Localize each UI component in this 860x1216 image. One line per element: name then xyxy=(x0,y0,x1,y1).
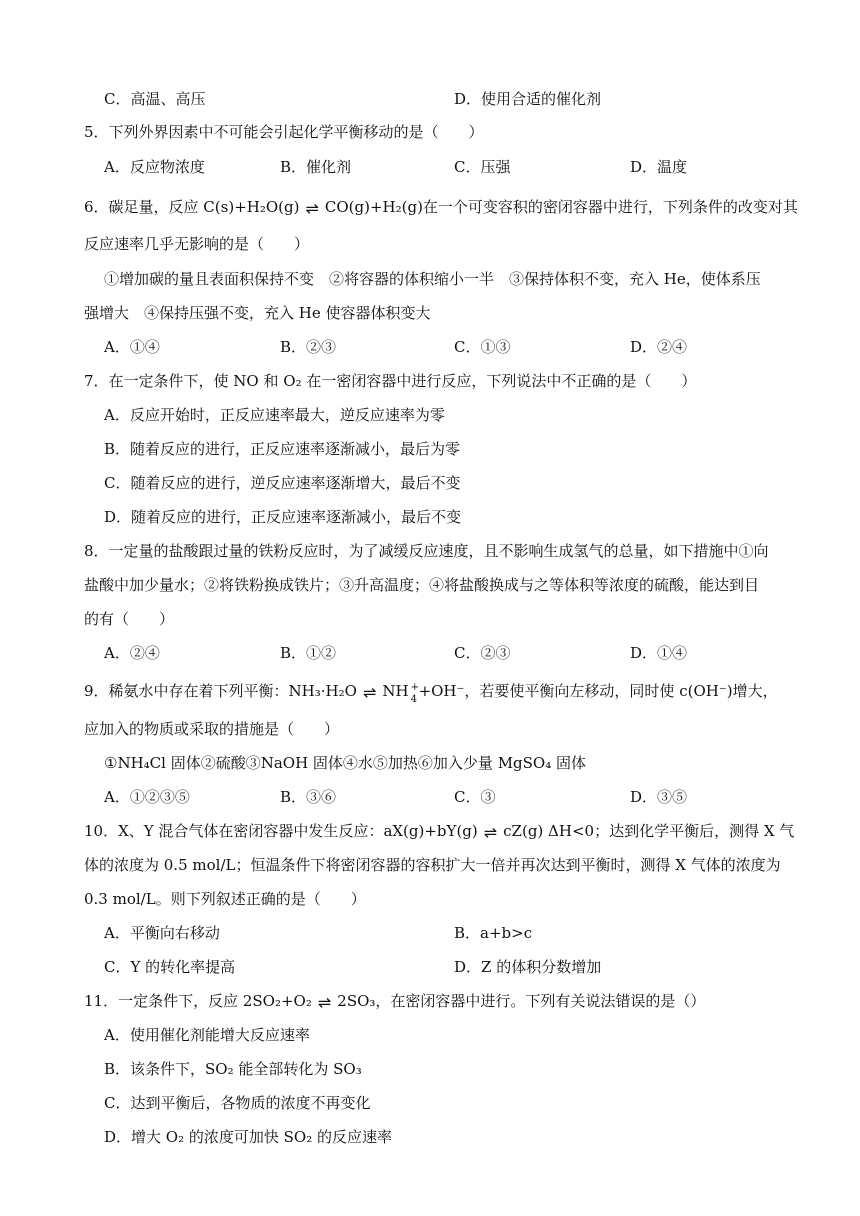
q9-option-d: D．③⑤ xyxy=(630,788,688,806)
ammonium-ion-subscript: 4 xyxy=(410,694,417,705)
q7-option-a: A．反应开始时，正反应速率最大，逆反应速率为零 xyxy=(104,406,445,424)
q6-option-a: A．①④ xyxy=(104,338,160,356)
q4-option-c: C．高温、高压 xyxy=(104,90,206,108)
q9-stem-part-a: 9．稀氨水中存在着下列平衡：NH₃·H₂O xyxy=(84,682,357,700)
ammonium-ion-charge: + xyxy=(410,682,419,693)
q9-items: ①NH₄Cl 固体②硫酸③NaOH 固体④水⑤加热⑥加入少量 MgSO₄ 固体 xyxy=(104,754,587,772)
q7-option-d: D．随着反应的进行，正反应速率逐渐减小，最后不变 xyxy=(104,508,462,526)
q10-option-b: B．a+b>c xyxy=(454,924,533,942)
q6-option-d: D．②④ xyxy=(630,338,688,356)
q10-stem-line1 xyxy=(84,820,794,842)
q8-stem-line2: 盐酸中加少量水；②将铁粉换成铁片；③升高温度；④将盐酸换成与之等体积等浓度的硫酸，能达到目 xyxy=(84,576,760,594)
q10-option-c: C．Y 的转化率提高 xyxy=(104,958,236,976)
q6-stem-line1 xyxy=(84,196,798,218)
q8-stem-line3: 的有（ ） xyxy=(84,610,175,628)
equilibrium-arrow-icon: ⇌ xyxy=(305,199,319,218)
q5-option-c: C．压强 xyxy=(454,158,511,176)
q4-option-d: D．使用合适的催化剂 xyxy=(454,90,602,108)
q10-stem-line3: 0.3 mol/L。则下列叙述正确的是（ ） xyxy=(84,890,366,908)
q11-option-b: B．该条件下，SO₂ 能全部转化为 SO₃ xyxy=(104,1060,362,1078)
q6-option-b: B．②③ xyxy=(280,338,337,356)
q5-option-d: D．温度 xyxy=(630,158,688,176)
q6-option-c: C．①③ xyxy=(454,338,511,356)
equilibrium-arrow-icon: ⇌ xyxy=(317,993,332,1012)
q10-stem-line2: 体的浓度为 0.5 mol/L；恒温条件下将密闭容器的容积扩大一倍并再次达到平衡时，测得 X 气体的浓度为 xyxy=(84,856,781,874)
q11-stem xyxy=(84,990,705,1012)
ammonium-ion-base: NH xyxy=(382,682,409,700)
q11-stem-part-b: 2SO₃，在密闭容器中进行。下列有关说法错误的是（） xyxy=(337,992,706,1010)
q11-option-d: D．增大 O₂ 的浓度可加快 SO₂ 的反应速率 xyxy=(104,1128,392,1146)
q10-option-d: D．Z 的体积分数增加 xyxy=(454,958,602,976)
q8-option-c: C．②③ xyxy=(454,644,511,662)
q8-option-b: B．①② xyxy=(280,644,337,662)
q7-option-b: B．随着反应的进行，正反应速率逐渐减小，最后为零 xyxy=(104,440,461,458)
q11-option-a: A．使用催化剂能增大反应速率 xyxy=(104,1026,310,1044)
q9-option-b: B．③⑥ xyxy=(280,788,337,806)
q6-stem-line2: 反应速率几乎无影响的是（ ） xyxy=(84,235,310,253)
q9-stem-line1 xyxy=(84,680,778,703)
q6-stem-part-b: CO(g)+H₂(g)在一个可变容积的密闭容器中进行，下列条件的改变对其 xyxy=(324,198,798,216)
q9-stem-line2: 应加入的物质或采取的措施是（ ） xyxy=(84,720,340,738)
q11-option-c: C．达到平衡后，各物质的浓度不再变化 xyxy=(104,1094,371,1112)
q9-option-c: C．③ xyxy=(454,788,496,806)
q8-option-a: A．②④ xyxy=(104,644,160,662)
q7-option-c: C．随着反应的进行，逆反应速率逐渐增大，最后不变 xyxy=(104,474,461,492)
q10-stem-part-b: cZ(g) ΔH<0；达到化学平衡后，测得 X 气 xyxy=(503,822,795,840)
equilibrium-arrow-icon: ⇌ xyxy=(362,683,377,702)
q10-option-a: A．平衡向右移动 xyxy=(104,924,220,942)
q5-option-b: B．催化剂 xyxy=(280,158,352,176)
q5-option-a: A．反应物浓度 xyxy=(104,158,205,176)
q7-stem: 7．在一定条件下，使 NO 和 O₂ 在一密闭容器中进行反应，下列说法中不正确的是（ ） xyxy=(84,372,697,390)
q9-stem-part-b: +OH⁻，若要使平衡向左移动，同时使 c(OH⁻)增大， xyxy=(418,682,778,700)
q9-option-a: A．①②③⑤ xyxy=(104,788,190,806)
q6-condition-line1: ①增加碳的量且表面积保持不变 ②将容器的体积缩小一半 ③保持体积不变，充入 He，使体系压 xyxy=(104,270,761,288)
q6-stem-part-a: 6．碳足量，反应 C(s)+H₂O(g) xyxy=(84,198,300,216)
equilibrium-arrow-icon: ⇌ xyxy=(483,823,498,842)
q6-condition-line2: 强增大 ④保持压强不变，充入 He 使容器体积变大 xyxy=(84,304,431,322)
q11-stem-part-a: 11．一定条件下，反应 2SO₂+O₂ xyxy=(84,992,312,1010)
q8-stem-line1: 8．一定量的盐酸跟过量的铁粉反应时，为了减缓反应速度，且不影响生成氢气的总量，如下措施中①向 xyxy=(84,542,769,560)
q8-option-d: D．①④ xyxy=(630,644,688,662)
q5-stem: 5．下列外界因素中不可能会引起化学平衡移动的是（ ） xyxy=(84,123,484,141)
ammonium-ion xyxy=(382,680,418,703)
q10-stem-part-a: 10．X、Y 混合气体在密闭容器中发生反应：aX(g)+bY(g) xyxy=(84,822,478,840)
